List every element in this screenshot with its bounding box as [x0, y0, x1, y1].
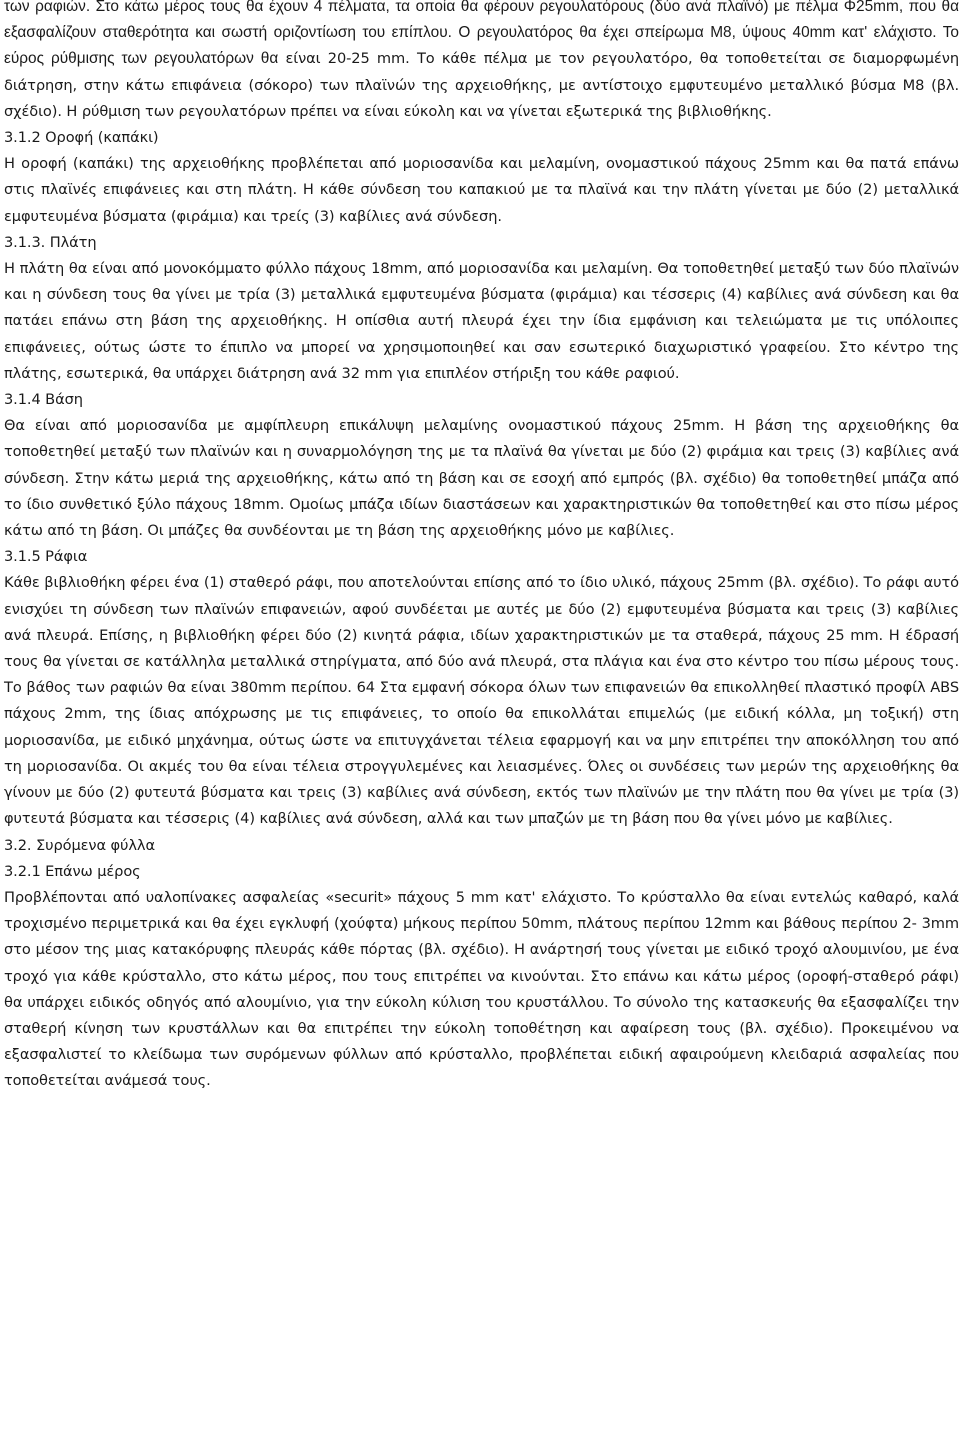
paragraph-shelves: Κάθε βιβλιοθήκη φέρει ένα (1) σταθερό ράφι, που αποτελούνται επίσης από το ίδιο υλικό, πάχους 25mm (βλ. σχέδιο). Το ράφι αυτό ενισχύει τη σύνδεση των πλαϊνών επιφανειών, αφού συνδέεται με αυτές με δύο (2) εμφυτευμένα βύσματα και τρεις (3) καβίλιες ανά πλευρά. Επίσης, η βιβλιοθήκη φέρει δύο (2) κινητά ράφια, ιδίων χαρακτηριστικών με τα σταθερά, πάχους 25 mm. Η έδρασή τους θα γίνεται σε κατάλληλα μεταλλικά στηρίγματα, από δύο ανά πλευρά, στα πλάγια και ένα στο κέντρο του πίσω μέρους τους. Το βάθος των ραφιών θα είναι 380mm περίπου. 64 Στα εμφανή σόκορα όλων των επιφανειών θα επικολληθεί πλαστικό προφίλ ABS πάχους 2mm, της ίδιας απόχρωσης με τις επιφάνειες, το οποίο θα επικολλάται επιμελώς (με ειδική κόλλα, μη τοξική) στη μοριοσανίδα, με ειδικό μηχάνημα, ούτως ώστε να επιτυγχάνεται τέλεια εφαρμογή και να μην επιτρέπει την αποκόλληση του από τη μοριοσανίδα. Οι ακμές του θα είναι τέλεια στρογγυλεμένες και λειασμένες. Όλες οι συνδέσεις των μερών της αρχειοθήκης θα γίνουν με δύο (2) φυτευτά βύσματα και τρεις (3) καβίλιες ανά σύνδεση, εκτός των πλαϊνών με την πλάτη που θα γίνει με τρία (3) φυτευτά βύσματα και τέσσερις (4) καβίλιες ανά σύνδεση, αλλά και των μπαζών με τη βάση που θα γίνει μόνο με καβίλιες. — [4, 574, 959, 828]
paragraph-leveling-feet-part-b: είναι 20-25 mm. Το κάθε πέλμα με τον ρεγουλατόρο, θα τοποθετείται σε διαμορφωμένη διάτρηση, στην κάτω επιφάνεια (σόκορο) των πλαϊνών της αρχειοθήκης, με αντίστοιχο εμφυτευμένο μεταλλικό βύσμα Μ8 (βλ. σχέδιο). Η ρύθμιση των ρεγουλατόρων πρέπει να είναι εύκολη και να γίνεται εξωτερικά της βιβλιοθήκης. — [4, 50, 959, 120]
section-heading-shelves: 3.1.5 Ράφια — [4, 548, 88, 566]
document-page — [4, 0, 959, 1095]
paragraph-roof: Η οροφή (καπάκι) της αρχειοθήκης προβλέπεται από μοριοσανίδα και μελαμίνη, ονομαστικού πάχους 25mm και θα πατά επάνω στις πλαϊνές επιφάνειες και στη πλάτη. Η κάθε σύνδεση του καπακιού με τα πλαϊνά και την πλάτη γίνεται με δύο (2) μεταλλικά εμφυτευμένα βύσματα (φιράμια) και τρείς (3) καβίλιες ανά σύνδεση. — [4, 155, 959, 225]
section-heading-back: 3.1.3. Πλάτη — [4, 233, 97, 251]
paragraph-base: Θα είναι από μοριοσανίδα με αμφίπλευρη επικάλυψη μελαμίνης ονομαστικού πάχους 25mm. Η βάση της αρχειοθήκης θα τοποθετηθεί μεταξύ των πλαϊνών και η συναρμολόγηση της με τα πλαϊνά θα γίνεται με δύο (2) φιράμια και τρεις (3) καβίλιες ανά σύνδεση. Στην κάτω μεριά της αρχειοθήκης, κάτω από τη βάση και σε εσοχή από εμπρός (βλ. σχέδιο) θα τοποθετηθεί μπάζα από το ίδιο συνθετικό ξύλο πάχους 18mm. Ομοίως μπάζα ιδίων διαστάσεων και χαρακτηριστικών θα τοποθετηθεί και στο πίσω μέρος κάτω από τη βάση. Οι μπάζες θα συνδέονται με τη βάση της αρχειοθήκης μόνο με καβίλιες. — [4, 417, 959, 540]
section-heading-sliding-panels: 3.2. Συρόμενα φύλλα — [4, 836, 155, 854]
paragraph-leveling-feet-part-a: των ραφιών. Στο κάτω μέρος τους θα έχουν 4 πέλματα, τα οποία θα φέρουν ρεγουλατόρους (δύο ανά πλαϊνό) με πέλμα Φ25mm, που θα εξασφαλίζουν σταθερότητα και σωστή οριζοντίωση του επίπλου. Ο ρεγουλατόρος θα έχει σπείρωμα Μ8, ύψους 40mm κατ' ελάχιστο. Το εύρος ρύθμισης των ρεγουλατόρων θα — [4, 0, 959, 68]
paragraph-leveling-feet — [4, 0, 959, 125]
section-heading-base: 3.1.4 Βάση — [4, 391, 83, 409]
section-heading-roof: 3.1.2 Οροφή (καπάκι) — [4, 129, 159, 147]
section-heading-upper-part: 3.2.1 Επάνω μέρος — [4, 862, 141, 880]
paragraph-back: Η πλάτη θα είναι από μονοκόμματο φύλλο πάχους 18mm, από μοριοσανίδα και μελαμίνη. Θα τοποθετηθεί μεταξύ των δύο πλαϊνών και η σύνδεση τους θα γίνει με τρία (3) μεταλλικά εμφυτευμένα βύσματα (φιράμια) και τέσσερις (4) καβίλιες ανά σύνδεση και θα πατάει επάνω στη βάση της αρχειοθήκης. Η οπίσθια αυτή πλευρά έχει την ίδια εμφάνιση και τελειώματα με τις υπόλοιπες επιφάνειες, ούτως ώστε το έπιπλο να μπορεί να χρησιμοποιηθεί και σαν εσωτερικό διαχωριστικό γραφείου. Στο κέντρο της πλάτης, εσωτερικά, θα υπάρχει διάτρηση ανά 32 mm για επιπλέον στήριξη του κάθε ραφιού. — [4, 260, 959, 382]
paragraph-upper-part: Προβλέπονται από υαλοπίνακες ασφαλείας «securit» πάχους 5 mm κατ' ελάχιστο. Το κρύσταλλο θα είναι εντελώς καθαρό, καλά τροχισμένο περιμετρικά και θα έχει εγκλυφή (χούφτα) μήκους περίπου 50mm, πλάτους περίπου 12mm και βάθους περίπου 2- 3mm στο μέσον της μιας κατακόρυφης πλευράς κάθε πόρτας (βλ. σχέδιο). Η ανάρτησή τους γίνεται με ειδικό τροχό αλουμινίου, με ένα τροχό για κάθε κρύσταλλο, στο κάτω μέρος, που τους επιτρέπει να κινούνται. Στο επάνω και κάτω μέρος (οροφή-σταθερό ράφι) θα υπάρχει ειδικός οδηγός από αλουμίνιο, για την εύκολη κύλιση του κρυστάλλου. Το σύνολο της κατασκευής θα εξασφαλίζει την σταθερή κίνηση των κρυστάλλων και θα επιτρέπει την εύκολη τοποθέτηση και αφαίρεση τους (βλ. σχέδιο). Προκειμένου να εξασφαλιστεί το κλείδωμα των συρόμενων φύλλων από κρύσταλλο, προβλέπεται ειδική αφαιρούμενη κλειδαριά ασφαλείας που τοποθετείται ανάμεσά τους. — [4, 888, 959, 1090]
